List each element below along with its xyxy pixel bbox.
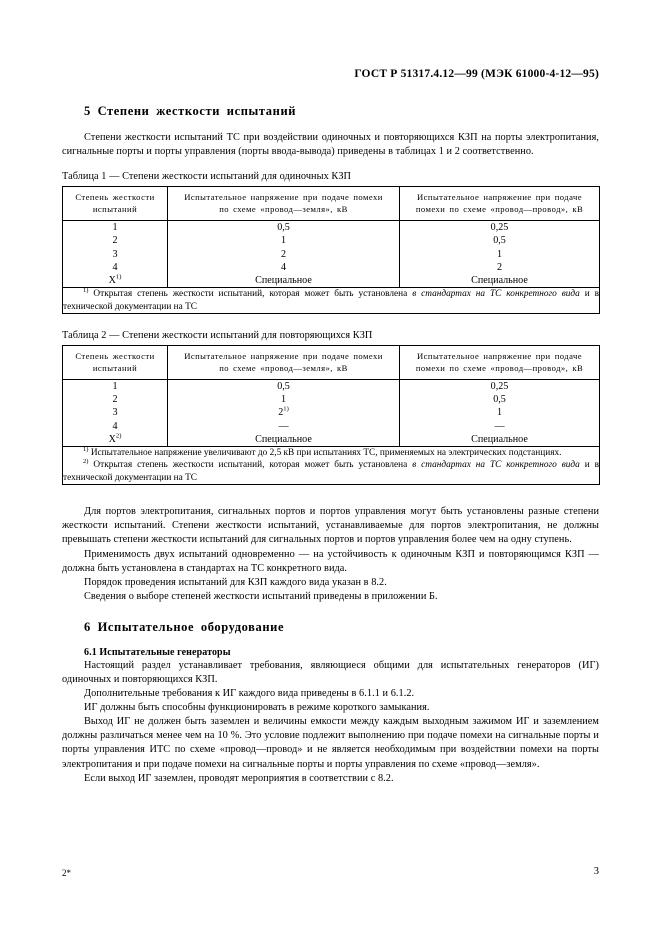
cell-line: X$^{1)}$ (108, 273, 122, 286)
table-2-header-level (63, 346, 168, 380)
table-2-data-row (63, 380, 600, 447)
page-number: 3 (593, 866, 599, 877)
cell-line: 2 (112, 394, 118, 406)
section-6-1-heading: 6.1 Испытательные генераторы (84, 646, 231, 658)
header-line: помехи по схеме «провод—провод», кВ (415, 204, 584, 215)
body-paragraph-2: Применимость двух испытаний одновременно — на устойчивость к одиночным КЗП и повторяющимся КЗП — должна быть установлена в стандартах на ТС конкретного вида. (62, 548, 599, 574)
cell-line: Специальное (471, 433, 528, 445)
cell-line: — (494, 420, 505, 432)
cell-line: 0,25 (490, 381, 509, 393)
table-2-footnote-2: $^{2)}$ Открытая степень жесткости испытаний, которая может быть установлена в стандартах на ТС конкретного вида и в технической документации на ТС (63, 458, 600, 483)
table-2-header-row (63, 346, 600, 380)
header-line: Степень жесткости (75, 192, 155, 203)
table-1-footnote-1: $^{1)}$ Открытая степень жесткости испытаний, которая может быть установлена в стандартах на ТС конкретного вида и в технической документации на ТС (63, 287, 600, 312)
header-line: испытаний (92, 204, 138, 215)
header-line: Испытательное напряжение при подаче (416, 351, 583, 362)
body-paragraph-1: Для портов электропитания, сигнальных портов и портов управления могут быть установлены разные степени жесткости испытаний. Степени жесткости испытаний, устанавливаемые для портов электропитания, не должны превышать степени жесткости испытаний для сигнальных портов и портов управления более чем на одну ступень. (62, 506, 599, 546)
table-1-header-level (63, 187, 168, 221)
header-line: Степень жесткости (75, 351, 155, 362)
cell-line: Специальное (255, 275, 312, 286)
cell-line: 2 (496, 261, 503, 273)
cell-line: 0,5 (493, 394, 506, 406)
table-1-header-line-earth (168, 187, 400, 221)
table-1-line-line-cell (400, 221, 600, 288)
header-line: по схеме «провод—земля», кВ (219, 363, 348, 374)
cell-line: 2 (112, 235, 118, 247)
cell-line: 4 (112, 420, 118, 432)
body-paragraph-3: Порядок проведения испытаний для КЗП каждого вида указан в 8.2. (84, 576, 387, 588)
cell-line: 0,25 (490, 222, 509, 234)
cell-line: 1 (496, 407, 503, 419)
table-1-header-line-line (400, 187, 600, 221)
section-6-paragraph-4: Выход ИГ не должен быть заземлен и величины емкости между каждым выходным зажимом ИГ и заземлением должны различаться менее чем на 10 %. Это условие подлежит выполнению при подаче помехи на сигнальные порты и порты управления ИТС по схеме «провод—провод» и не является необходимым при воздействии помехи на порты электропитания и при подаче помехи на сигнальные порты и порты управления по схеме «провод—земля». (62, 716, 599, 770)
cell-line: 2 (280, 248, 287, 260)
header-line: Испытательное напряжение при подаче помехи (184, 351, 383, 362)
header-line: помехи по схеме «провод—провод», кВ (415, 363, 584, 374)
table-1-caption: Таблица 1 — Степени жесткости испытаний для одиночных КЗП (62, 171, 352, 183)
table-1-levels-cell (63, 221, 168, 288)
cell-line: Специальное (471, 275, 528, 286)
table-1-footnote-row (63, 288, 600, 314)
cell-line: 1 (280, 235, 287, 247)
section-5-heading: 5 Степени жесткости испытаний (84, 104, 297, 118)
body-paragraph-4: Сведения о выборе степеней жесткости испытаний приведены в приложении Б. (84, 590, 438, 602)
table-2-line-earth-cell (168, 380, 400, 447)
header-line: испытаний (92, 363, 138, 374)
table-2-footnote-row (63, 447, 600, 485)
section-6-paragraph-1: Настоящий раздел устанавливает требования, являющиеся общими для испытательных генераторов (ИГ) одиночных и повторяющихся КЗП. (62, 659, 599, 685)
table-2-levels-cell (63, 380, 168, 447)
table-1 (62, 186, 600, 314)
cell-line: 1 (496, 248, 503, 260)
cell-line: 1 (280, 394, 287, 406)
section-6-paragraph-2: Дополнительные требования к ИГ каждого вида приведены в 6.1.1 и 6.1.2. (84, 688, 415, 700)
cell-line: 4 (112, 261, 118, 273)
header-line: по схеме «провод—земля», кВ (219, 204, 348, 215)
table-2-footnote-1: $^{1)}$ Испытательное напряжение увеличивают до 2,5 кВ при испытаниях ТС, применяемых на электрических подстанциях. (83, 445, 562, 459)
footer-signature-mark: 2* (62, 868, 71, 878)
running-head: ГОСТ Р 51317.4.12—99 (МЭК 61000-4-12—95) (354, 68, 599, 80)
cell-line: — (278, 420, 289, 432)
table-2-caption: Таблица 2 — Степени жесткости испытаний для повторяющихся КЗП (62, 330, 373, 342)
table-2 (62, 345, 600, 485)
page-content (62, 68, 599, 786)
table-1-header-row (63, 187, 600, 221)
table-2-header-line-earth (168, 346, 400, 380)
cell-line: 4 (280, 261, 287, 273)
table-1-footnotes-cell (63, 288, 600, 314)
cell-line: 0,5 (493, 235, 506, 247)
header-line: Испытательное напряжение при подаче помехи (184, 192, 383, 203)
section-6-paragraph-5: Если выход ИГ заземлен, проводят мероприятия в соответствии с 8.2. (84, 772, 394, 784)
cell-line: 2$^{1)}$ (278, 406, 289, 419)
section-6-heading: 6 Испытательное оборудование (84, 619, 285, 634)
table-2-header-line-line (400, 346, 600, 380)
section-5-intro-paragraph: Степени жесткости испытаний ТС при воздействии одиночных и повторяющихся КЗП на порты электропитания, сигнальные порты и порты управления (порты ввода-вывода) приведены в таблицах 1 и 2 соответственно. (62, 132, 599, 158)
table-2-footnotes-cell (63, 447, 600, 485)
cell-line: 1 (112, 381, 118, 393)
table-2-line-line-cell (400, 380, 600, 447)
cell-line: X$^{2)}$ (108, 432, 122, 445)
header-line: Испытательное напряжение при подаче (416, 192, 583, 203)
cell-line: 0,5 (277, 381, 290, 393)
cell-line: 1 (112, 222, 118, 234)
cell-line: Специальное (255, 433, 312, 445)
cell-line: 3 (112, 248, 118, 260)
table-1-line-earth-cell (168, 221, 400, 288)
section-6-paragraph-3: ИГ должны быть способны функционировать в режиме короткого замыкания. (84, 702, 430, 714)
table-1-data-row (63, 221, 600, 288)
cell-line: 0,5 (277, 222, 290, 234)
cell-line: 3 (112, 407, 118, 419)
